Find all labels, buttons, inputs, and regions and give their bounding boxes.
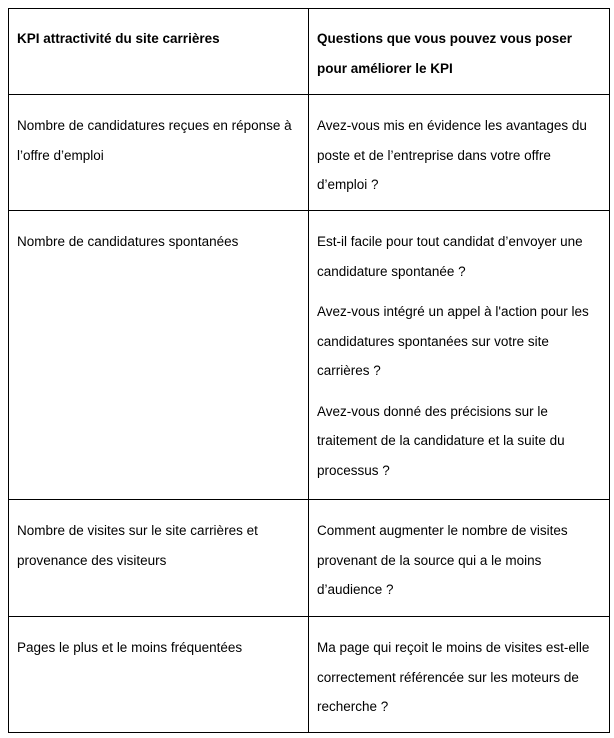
table-row bbox=[9, 95, 610, 211]
table-row bbox=[9, 500, 610, 617]
kpi-cell: Nombre de candidatures spontanées bbox=[9, 211, 309, 500]
questions-cell bbox=[309, 211, 610, 500]
kpi-table bbox=[8, 8, 610, 733]
questions-cell bbox=[309, 95, 610, 211]
question-text: Ma page qui reçoit le moins de visites est-elle correctement référencée sur les moteurs de recherche ? bbox=[317, 640, 590, 714]
table-header-row bbox=[9, 9, 610, 95]
question-text: Est-il facile pour tout candidat d’envoyer une candidature spontanée ? bbox=[317, 234, 583, 279]
question-text: Avez-vous mis en évidence les avantages du poste et de l’entreprise dans votre offre d’emploi ? bbox=[317, 118, 587, 192]
header-questions: Questions que vous pouvez vous poser pour améliorer le KPI bbox=[309, 9, 610, 95]
question-text: Comment augmenter le nombre de visites provenant de la source qui a le moins d’audience ? bbox=[317, 523, 568, 597]
question-text: Avez-vous intégré un appel à l'action pour les candidatures spontanées sur votre site carrières ? bbox=[317, 304, 589, 378]
kpi-cell: Nombre de visites sur le site carrières et provenance des visiteurs bbox=[9, 500, 309, 617]
table-row bbox=[9, 617, 610, 733]
header-kpi: KPI attractivité du site carrières bbox=[9, 9, 309, 95]
questions-cell bbox=[309, 500, 610, 617]
question-text: Avez-vous donné des précisions sur le traitement de la candidature et la suite du processus ? bbox=[317, 403, 565, 478]
kpi-cell: Pages le plus et le moins fréquentées bbox=[9, 617, 309, 733]
table-row bbox=[9, 211, 610, 500]
kpi-cell: Nombre de candidatures reçues en réponse à l’offre d’emploi bbox=[9, 95, 309, 211]
questions-cell bbox=[309, 617, 610, 733]
